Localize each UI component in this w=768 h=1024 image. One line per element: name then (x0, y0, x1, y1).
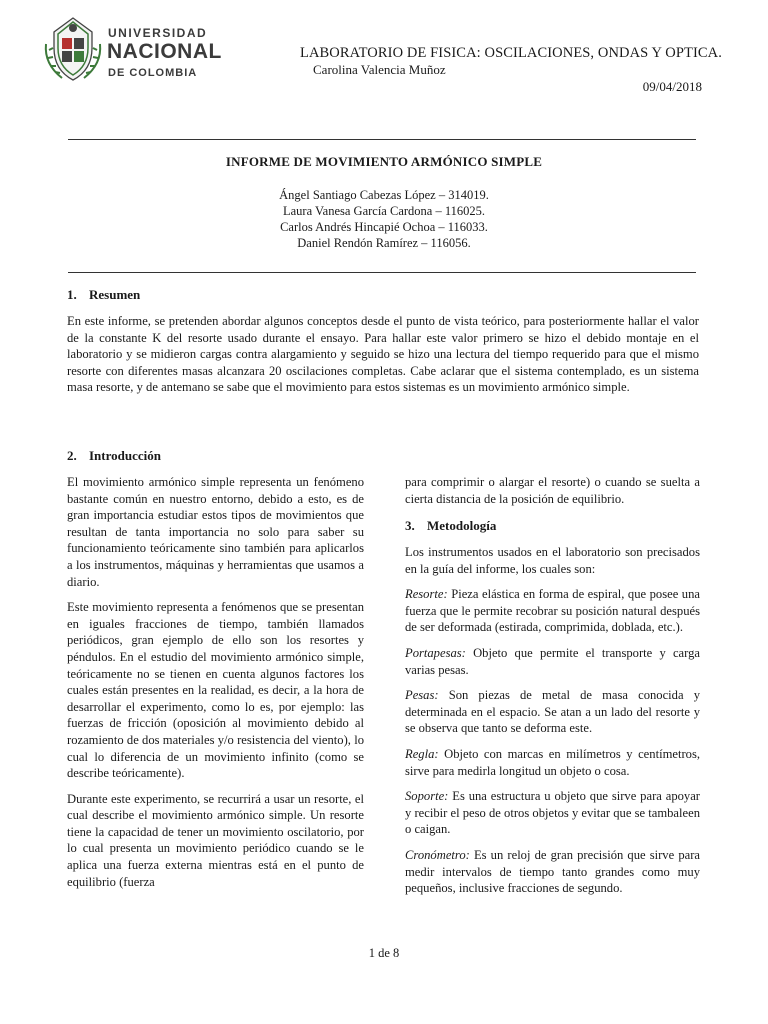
section-title: Resumen (89, 287, 141, 302)
instrument-item (405, 645, 700, 678)
university-crest-icon (42, 14, 104, 84)
left-column (67, 474, 364, 890)
instrument-description: Son piezas de metal de masa conocida y determinada en el espacio. Se atan a un lado del resorte y se observa que tanto se deforma este. (405, 688, 700, 736)
lab-title: LABORATORIO DE FISICA: OSCILACIONES, ONDAS Y OPTICA. (300, 45, 722, 61)
intro-paragraph: El movimiento armónico simple representa un fenómeno bastante común en nuestro entorno, debido a esto, es de gran importancia estudiar estos tipos de movimientos que resultan de tanta importancia no solo para saber su funcionamiento teóricamente sino también para aplicarlos a los instrumentos, máquinas y herramientas que usamos a diario. (67, 475, 364, 589)
header-date: 09/04/2018 (642, 79, 702, 94)
section-title: Metodología (427, 518, 497, 533)
logo-line-2: NACIONAL (107, 40, 222, 63)
instrument-term: Pesas: (405, 688, 439, 703)
author-line: Carlos Andrés Hincapié Ochoa – 116033. (280, 220, 488, 234)
methodology-block (405, 544, 700, 897)
divider-bottom (68, 272, 696, 273)
author-line: Laura Vanesa García Cardona – 116025. (282, 204, 485, 218)
author-line: Ángel Santiago Cabezas López – 314019. (279, 188, 489, 202)
page-number: 1 de 8 (368, 946, 400, 960)
instrument-description: Es un reloj de gran precisión que sirve para medir intervalos de tiempo tanto grandes como muy pequeños, inclusive fracciones de segundo. (405, 847, 700, 896)
instrument-term: Soporte: (405, 789, 449, 804)
author-line: Daniel Rendón Ramírez – 116056. (297, 236, 471, 250)
instrument-term: Portapesas: (405, 645, 466, 660)
right-column (405, 474, 700, 507)
divider-top (68, 139, 696, 140)
section-heading-resumen (67, 287, 140, 303)
section-number: 3. (405, 518, 415, 533)
header-author: Carolina Valencia Muñoz (313, 62, 446, 77)
section-number: 2. (67, 448, 77, 463)
section-heading-introduccion (67, 448, 161, 464)
section-heading-metodologia (405, 518, 496, 534)
intro-paragraph: Este movimiento representa a fenómenos que se presentan en iguales fracciones de tiempo, también llamados periódicos, gran ejemplo de ello son los resortes y péndulos. En el estudio del movimiento armónico simple, teóricamente no se tienen en cuenta algunos factores los cuales están presentes en la realidad, es decir, a la hora de desarrollar el experimento, como lo es, por ejemplo: las fuerzas de fricción (oposición al movimiento debido al rozamiento de dos materiales y/o resistencia del viento), lo cual lo diferencia de un movimiento infinito (como se describe teóricamente). (67, 600, 364, 781)
section-title: Introducción (89, 448, 161, 463)
university-logo (42, 14, 232, 84)
instrument-item (405, 687, 700, 737)
instrument-term: Cronómetro: (405, 847, 470, 862)
instrument-description: Objeto con marcas en milímetros y centímetros, sirve para medirla longitud un objeto o cosa. (405, 746, 700, 778)
intro-paragraph: Durante este experimento, se recurrirá a usar un resorte, el cual describe el movimiento armónico simple. Un resorte tiene la capacidad de tener un movimiento oscilatorio, por lo cual presenta un movimiento periódico cuando se le aplica una fuerza externa mientras está en el punto de equilibrio (fuerza (67, 791, 364, 889)
instrument-item (405, 847, 700, 897)
logo-line-3: DE COLOMBIA (108, 67, 198, 79)
instrument-description: Pieza elástica en forma de espiral, que posee una fuerza que le permite recobrar su posición natural después de ser deformada (estirada, comprimida, doblada, etc.). (405, 587, 700, 635)
author-list (0, 187, 768, 251)
methodology-intro: Los instrumentos usados en el laboratorio son precisados en la guía del informe, los cuales son: (405, 545, 700, 576)
intro-continuation: para comprimir o alargar el resorte) o cuando se suelta a cierta distancia de la posición de equilibrio. (405, 475, 700, 506)
instrument-description: Objeto que permite el transporte y carga varias pesas. (405, 645, 700, 677)
instrument-description: Es una estructura u objeto que sirve para apoyar y recibir el peso de otros objetos y evitar que se tambaleen o caigan. (405, 789, 700, 837)
instrument-item (405, 788, 700, 838)
instrument-item (405, 746, 700, 779)
instrument-item (405, 586, 700, 636)
instrument-term: Regla: (405, 746, 439, 761)
report-title: INFORME DE MOVIMIENTO ARMÓNICO SIMPLE (225, 154, 543, 169)
abstract-paragraph: En este informe, se pretenden abordar algunos conceptos desde el punto de vista teórico, para posteriormente hallar el valor de la constante K del resorte usado durante el ensayo. Para hallar este valor primero se hizo el debido montaje en el laboratorio y se midieron cargas contra alargamiento y seguido se hizo una lectura del tiempo requerido para que el mismo resorte con diferentes masas alcanzara 20 oscilaciones completas. Cabe aclarar que el sistema contemplado, es un sistema masa resorte, y de antemano se sabe que el movimiento para estos sistemas es un movimiento armónico simple. (67, 314, 699, 395)
logo-line-1: UNIVERSIDAD (108, 26, 208, 40)
instrument-term: Resorte: (405, 587, 448, 602)
section-number: 1. (67, 287, 77, 302)
